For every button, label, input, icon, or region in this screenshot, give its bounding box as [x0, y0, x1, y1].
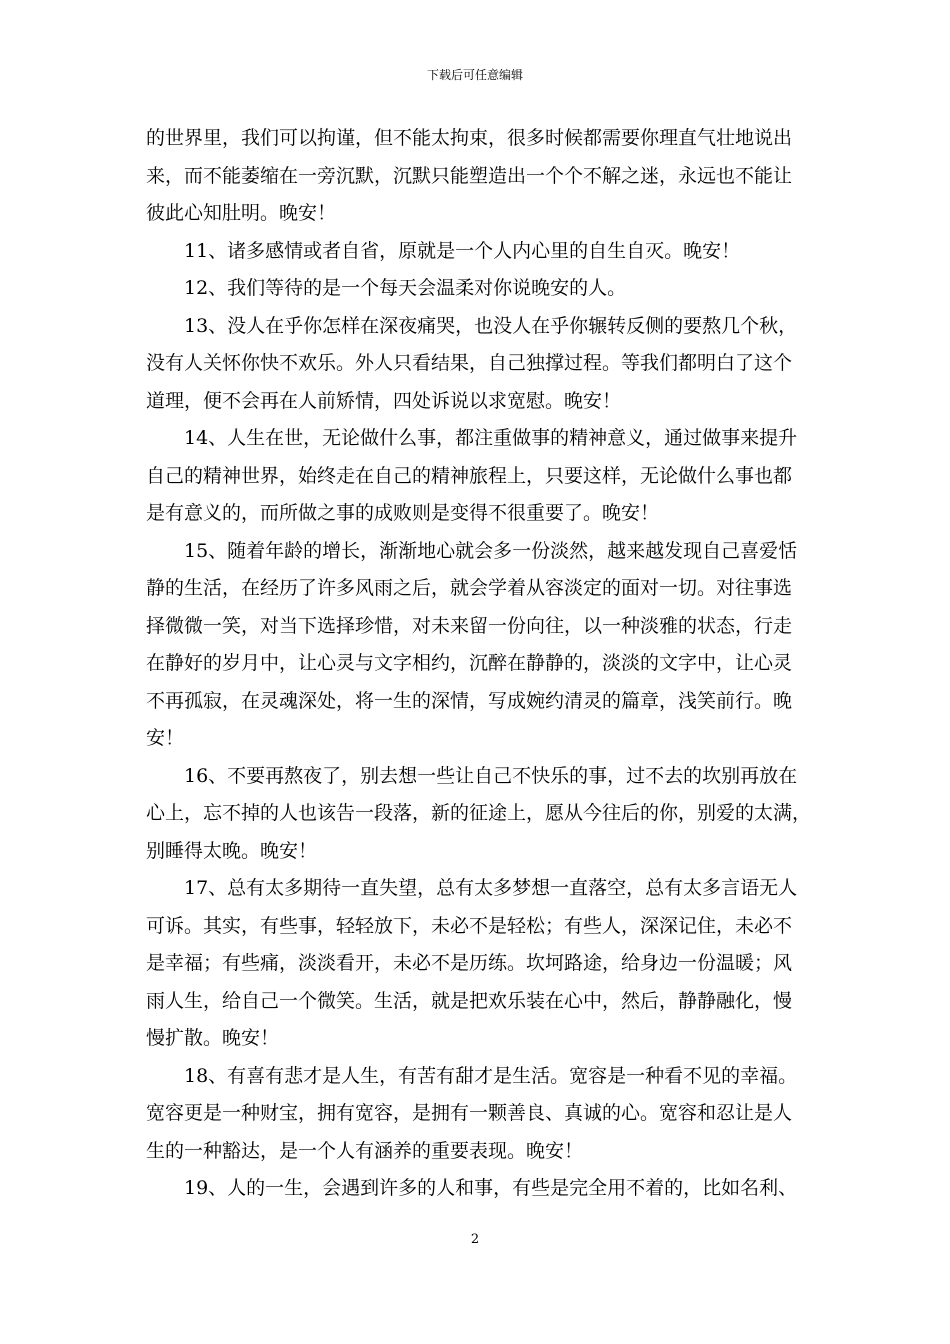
- text-line: 慢扩散。晚安！: [146, 1027, 280, 1049]
- text-line: 13、没人在乎你怎样在深夜痛哭，也没人在乎你辗转反侧的要熬几个秋，: [184, 314, 798, 337]
- text-line: 可诉。其实，有些事，轻轻放下，未必不是轻松；有些人，深深记住，未必不: [146, 914, 793, 937]
- text-line: 是有意义的，而所做之事的成败则是变得不很重要了。晚安！: [146, 502, 660, 524]
- text-line: 来，而不能萎缩在一旁沉默，沉默只能塑造出一个个不解之迷，永远也不能让: [146, 164, 793, 187]
- paragraph: [146, 870, 816, 1058]
- text-line: 彼此心知肚明。晚安！: [146, 202, 337, 224]
- text-line: 自己的精神世界，始终走在自己的精神旅程上，只要这样，无论做什么事也都: [146, 464, 793, 487]
- paragraph: [146, 420, 816, 533]
- text-line: 宽容更是一种财宝，拥有宽容，是拥有一颗善良、真诚的心。宽容和忍让是人: [146, 1102, 793, 1124]
- paragraph: [146, 1058, 816, 1171]
- page-header: 下载后可任意编辑: [426, 68, 523, 82]
- paragraph: [146, 758, 816, 871]
- text-line: 在静好的岁月中，让心灵与文字相约，沉醉在静静的，淡淡的文字中，让心灵: [146, 652, 793, 674]
- text-line: 19、人的一生，会遇到许多的人和事，有些是完全用不着的，比如名利、: [184, 1177, 798, 1199]
- paragraph: [146, 533, 816, 758]
- paragraph: [146, 1170, 816, 1208]
- paragraph: [146, 233, 816, 271]
- page-number: 2: [470, 1232, 480, 1247]
- text-line: 不再孤寂，在灵魂深处，将一生的深情，写成婉约清灵的篇章，浅笑前行。晚: [146, 689, 793, 712]
- text-line: 18、有喜有悲才是人生，有苦有甜才是生活。宽容是一种看不见的幸福。: [184, 1064, 798, 1087]
- text-line: 道理，便不会再在人前矫情，四处诉说以求宽慰。晚安！: [146, 389, 622, 412]
- paragraph: [146, 120, 816, 233]
- text-line: 别睡得太晚。晚安！: [146, 839, 318, 862]
- paragraph: [146, 308, 816, 421]
- text-line: 14、人生在世，无论做什么事，都注重做事的精神意义，通过做事来提升: [184, 427, 798, 449]
- text-line: 心上，忘不掉的人也该告一段落，新的征途上，愿从今往后的你，别爱的太满，: [146, 802, 812, 824]
- text-line: 的世界里，我们可以拘谨，但不能太拘束，很多时候都需要你理直气壮地说出: [146, 127, 793, 149]
- text-line: 15、随着年龄的增长，渐渐地心就会多一份淡然，越来越发现自己喜爱恬: [184, 539, 798, 562]
- paragraph: [146, 270, 816, 308]
- text-line: 静的生活，在经历了许多风雨之后，就会学着从容淡定的面对一切。对往事选: [146, 577, 793, 599]
- text-line: 择微微一笑，对当下选择珍惜，对未来留一份向往，以一种淡雅的状态，行走: [146, 614, 793, 637]
- text-line: 16、不要再熬夜了，别去想一些让自己不快乐的事，过不去的坎别再放在: [184, 764, 798, 787]
- document-body: [146, 120, 816, 1208]
- text-line: 没有人关怀你快不欢乐。外人只看结果，自己独撑过程。等我们都明白了这个: [146, 352, 793, 374]
- text-line: 是幸福；有些痛，淡淡看开，未必不是历练。坎坷路途，给身边一份温暖；风: [146, 952, 793, 974]
- text-line: 12、我们等待的是一个每天会温柔对你说晚安的人。: [184, 277, 627, 299]
- text-line: 生的一种豁达，是一个人有涵养的重要表现。晚安！: [146, 1139, 584, 1162]
- text-line: 17、总有太多期待一直失望，总有太多梦想一直落空，总有太多言语无人: [184, 877, 798, 899]
- text-line: 雨人生，给自己一个微笑。生活，就是把欢乐装在心中，然后，静静融化，慢: [146, 989, 793, 1012]
- text-line: 11、诸多感情或者自省，原就是一个人内心里的自生自灭。晚安！: [184, 239, 741, 262]
- text-line: 安！: [146, 727, 185, 749]
